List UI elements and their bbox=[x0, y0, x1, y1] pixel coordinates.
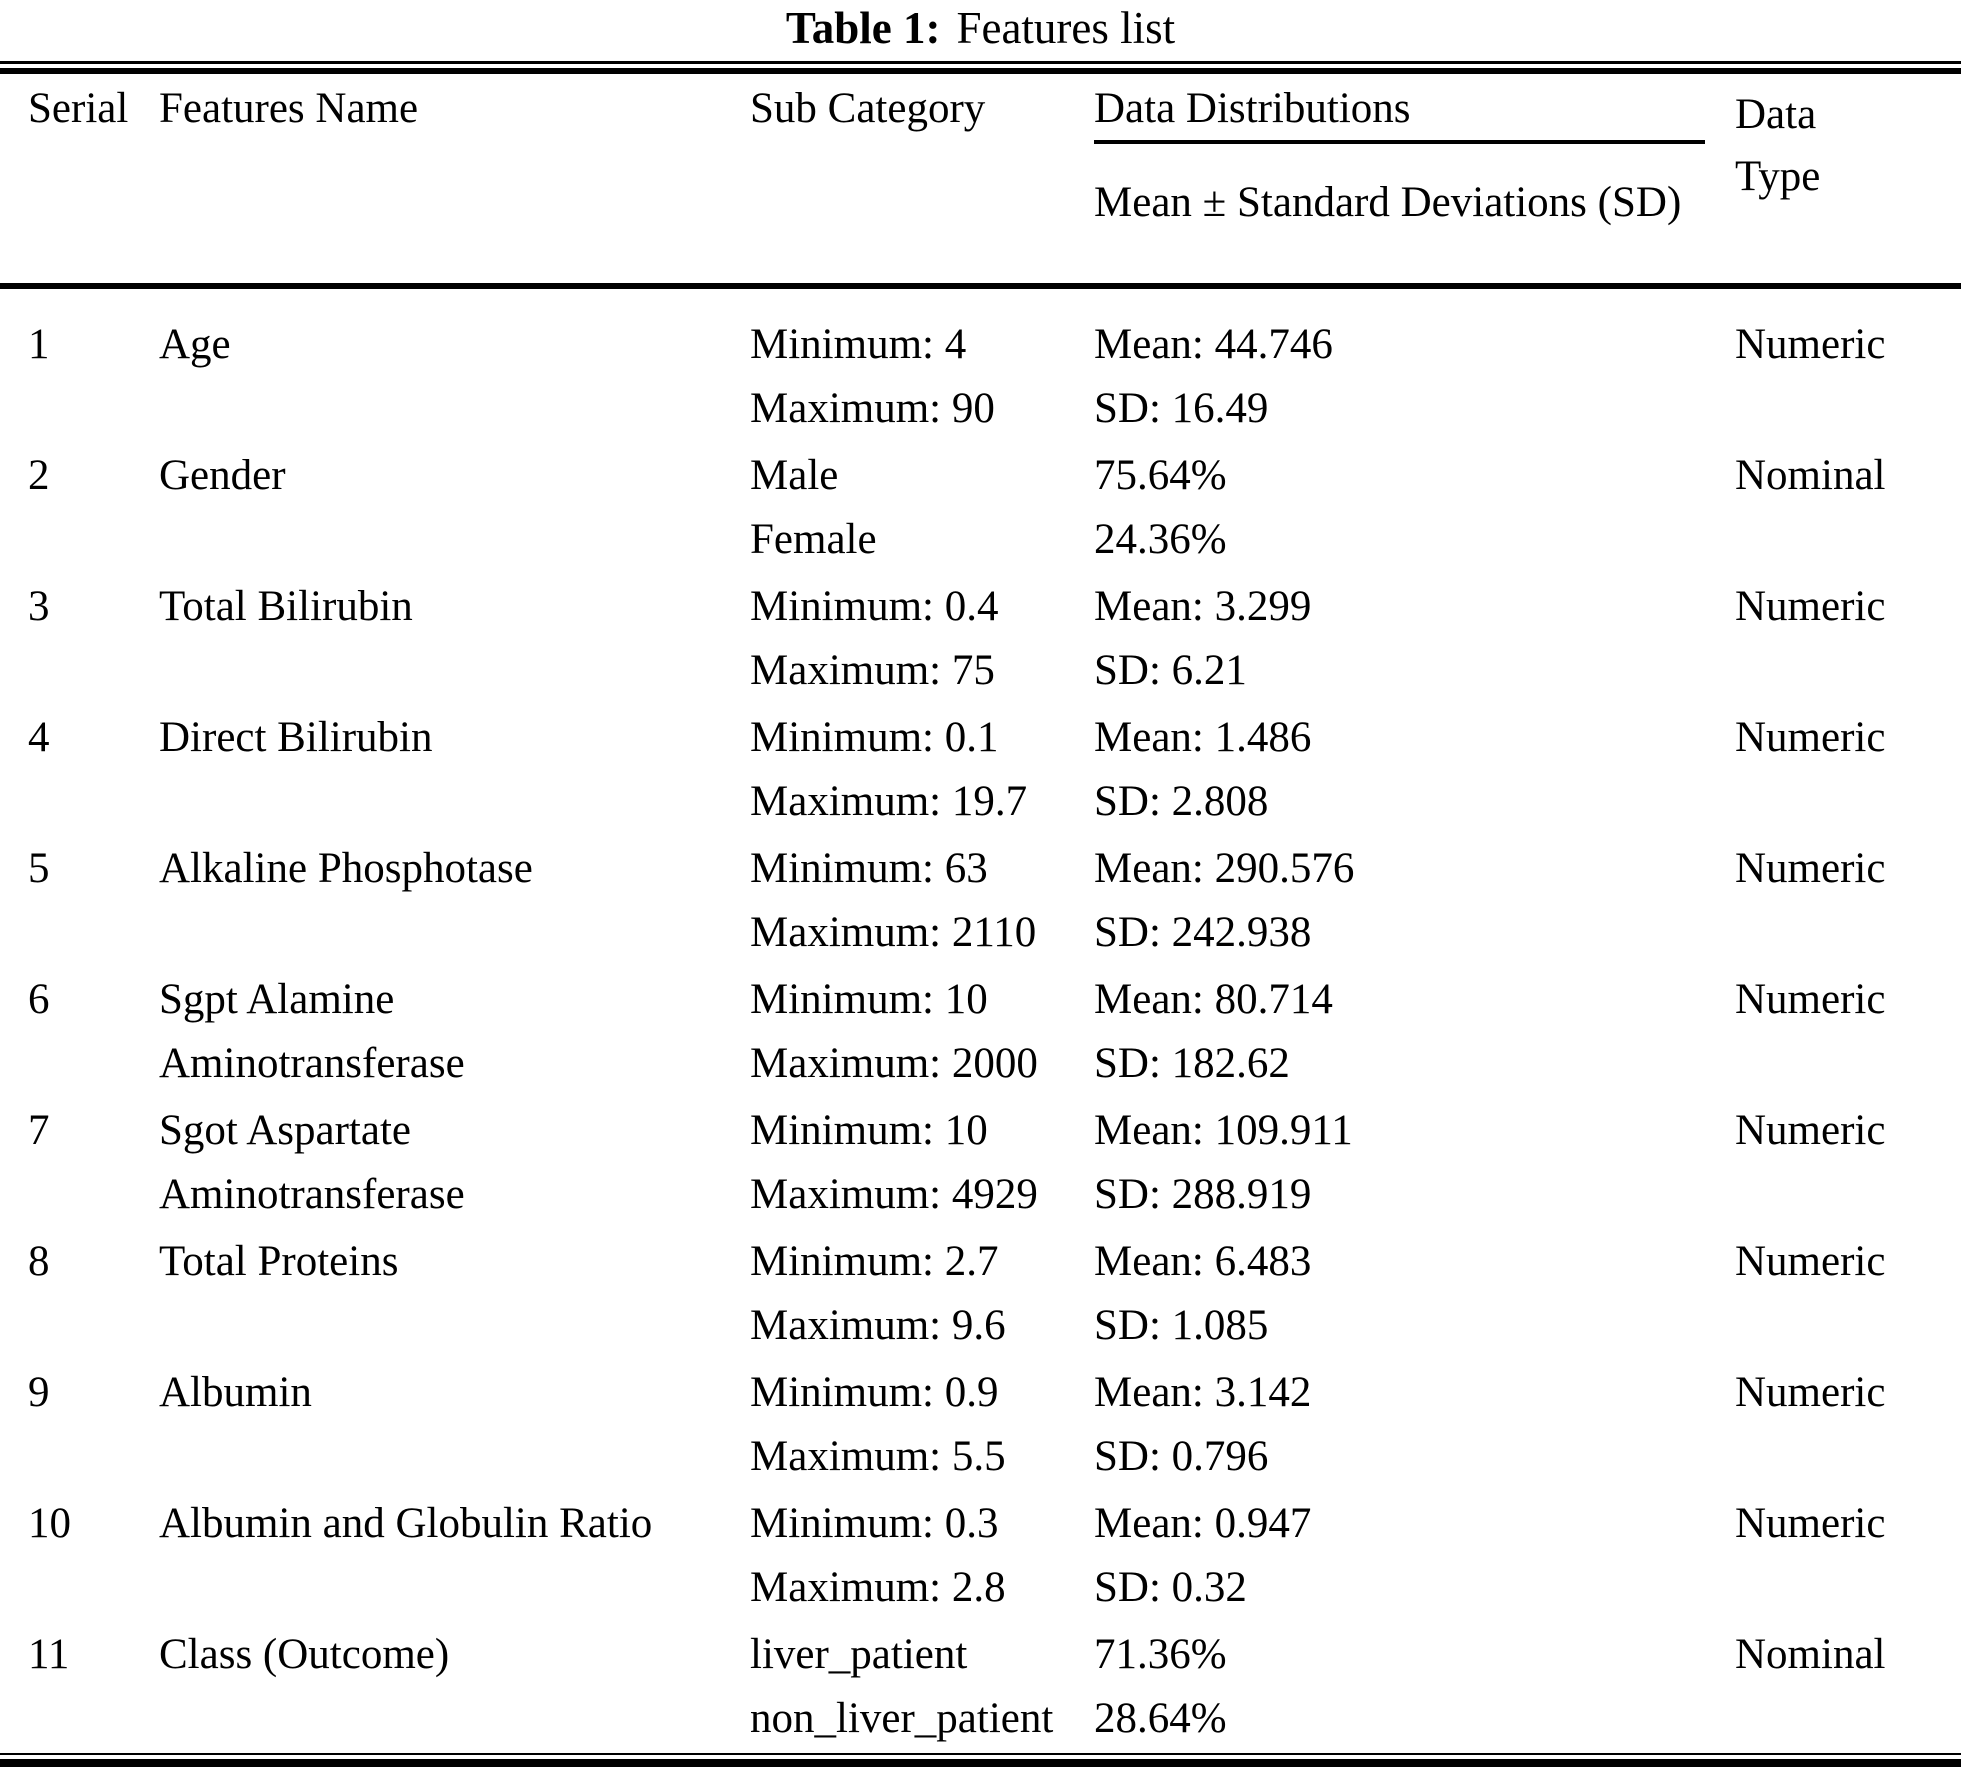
table-row bbox=[0, 1230, 1961, 1361]
column-header-serial: Serial bbox=[28, 85, 129, 132]
column-header-data-distributions: Data Distributions bbox=[1094, 85, 1411, 132]
cell-data-type: Nominal bbox=[1735, 1631, 1886, 1678]
cell-distribution: Mean: 44.746 SD: 16.49 bbox=[1094, 321, 1333, 432]
cell-serial: 11 bbox=[28, 1631, 70, 1678]
cell-sub-category: Minimum: 0.4 Maximum: 75 bbox=[750, 583, 999, 694]
cell-sub-category: Minimum: 10 Maximum: 2000 bbox=[750, 976, 1038, 1087]
table-row bbox=[0, 968, 1961, 1099]
caption-label: Table 1: bbox=[785, 3, 941, 53]
table-row bbox=[0, 1099, 1961, 1230]
cell-sub-category: liver_patient non_liver_patient bbox=[750, 1631, 1054, 1742]
cell-serial: 4 bbox=[28, 714, 50, 761]
table-row bbox=[0, 444, 1961, 575]
table-caption bbox=[0, 2, 1961, 54]
cell-data-type: Numeric bbox=[1735, 1500, 1886, 1547]
column-header-data-type: Data Type bbox=[1735, 91, 1821, 200]
cell-feature-name: Sgpt Alamine Aminotransferase bbox=[159, 976, 465, 1087]
cell-feature-name: Albumin and Globulin Ratio bbox=[159, 1500, 653, 1547]
cell-data-type: Numeric bbox=[1735, 1107, 1886, 1154]
cell-feature-name: Direct Bilirubin bbox=[159, 714, 433, 761]
cell-data-type: Numeric bbox=[1735, 321, 1886, 368]
column-subheader-mean-sd: Mean ± Standard Deviations (SD) bbox=[1094, 179, 1682, 226]
cell-feature-name: Class (Outcome) bbox=[159, 1631, 450, 1678]
cell-feature-name: Albumin bbox=[159, 1369, 312, 1416]
cell-sub-category: Minimum: 63 Maximum: 2110 bbox=[750, 845, 1037, 956]
cell-serial: 2 bbox=[28, 452, 50, 499]
table-row bbox=[0, 1361, 1961, 1492]
cell-feature-name: Gender bbox=[159, 452, 286, 499]
caption-text: Features list bbox=[956, 3, 1176, 53]
cell-distribution: 71.36% 28.64% bbox=[1094, 1631, 1227, 1742]
table-body bbox=[0, 313, 1961, 1754]
cell-distribution: Mean: 0.947 SD: 0.32 bbox=[1094, 1500, 1312, 1611]
table-row bbox=[0, 837, 1961, 968]
cell-sub-category: Minimum: 0.1 Maximum: 19.7 bbox=[750, 714, 1028, 825]
cell-data-type: Numeric bbox=[1735, 845, 1886, 892]
cell-distribution: 75.64% 24.36% bbox=[1094, 452, 1227, 563]
cell-data-type: Numeric bbox=[1735, 714, 1886, 761]
top-rule bbox=[0, 61, 1961, 74]
table-row bbox=[0, 1492, 1961, 1623]
cell-data-type: Numeric bbox=[1735, 976, 1886, 1023]
cell-serial: 3 bbox=[28, 583, 50, 630]
cell-distribution: Mean: 3.142 SD: 0.796 bbox=[1094, 1369, 1312, 1480]
cell-distribution: Mean: 6.483 SD: 1.085 bbox=[1094, 1238, 1312, 1349]
cell-serial: 7 bbox=[28, 1107, 50, 1154]
cell-feature-name: Sgot Aspartate Aminotransferase bbox=[159, 1107, 465, 1218]
bottom-rule bbox=[0, 1753, 1961, 1767]
column-header-features-name: Features Name bbox=[159, 85, 419, 132]
table-row bbox=[0, 706, 1961, 837]
cell-sub-category: Minimum: 0.9 Maximum: 5.5 bbox=[750, 1369, 1006, 1480]
cell-serial: 6 bbox=[28, 976, 50, 1023]
cell-sub-category: Minimum: 10 Maximum: 4929 bbox=[750, 1107, 1038, 1218]
cell-data-type: Nominal bbox=[1735, 452, 1886, 499]
cell-distribution: Mean: 80.714 SD: 182.62 bbox=[1094, 976, 1333, 1087]
cell-distribution: Mean: 290.576 SD: 242.938 bbox=[1094, 845, 1355, 956]
cell-distribution: Mean: 109.911 SD: 288.919 bbox=[1094, 1107, 1353, 1218]
cell-sub-category: Male Female bbox=[750, 452, 877, 563]
cell-sub-category: Minimum: 0.3 Maximum: 2.8 bbox=[750, 1500, 1006, 1611]
cell-serial: 5 bbox=[28, 845, 50, 892]
cell-feature-name: Total Bilirubin bbox=[159, 583, 413, 630]
cell-distribution: Mean: 3.299 SD: 6.21 bbox=[1094, 583, 1312, 694]
column-header-sub-category: Sub Category bbox=[750, 85, 986, 132]
cell-serial: 10 bbox=[28, 1500, 71, 1547]
cell-distribution: Mean: 1.486 SD: 2.808 bbox=[1094, 714, 1312, 825]
table-row bbox=[0, 313, 1961, 444]
table-row bbox=[0, 575, 1961, 706]
cell-data-type: Numeric bbox=[1735, 1369, 1886, 1416]
cell-data-type: Numeric bbox=[1735, 1238, 1886, 1285]
cell-serial: 1 bbox=[28, 321, 50, 368]
cell-feature-name: Total Proteins bbox=[159, 1238, 399, 1285]
data-distributions-underline-rule bbox=[1094, 140, 1705, 144]
cell-feature-name: Age bbox=[159, 321, 231, 368]
cell-serial: 9 bbox=[28, 1369, 50, 1416]
cell-sub-category: Minimum: 4 Maximum: 90 bbox=[750, 321, 995, 432]
cell-data-type: Numeric bbox=[1735, 583, 1886, 630]
cell-sub-category: Minimum: 2.7 Maximum: 9.6 bbox=[750, 1238, 1006, 1349]
cell-serial: 8 bbox=[28, 1238, 50, 1285]
cell-feature-name: Alkaline Phosphotase bbox=[159, 845, 533, 892]
header-separator-rule bbox=[0, 283, 1961, 289]
table-row bbox=[0, 1623, 1961, 1754]
